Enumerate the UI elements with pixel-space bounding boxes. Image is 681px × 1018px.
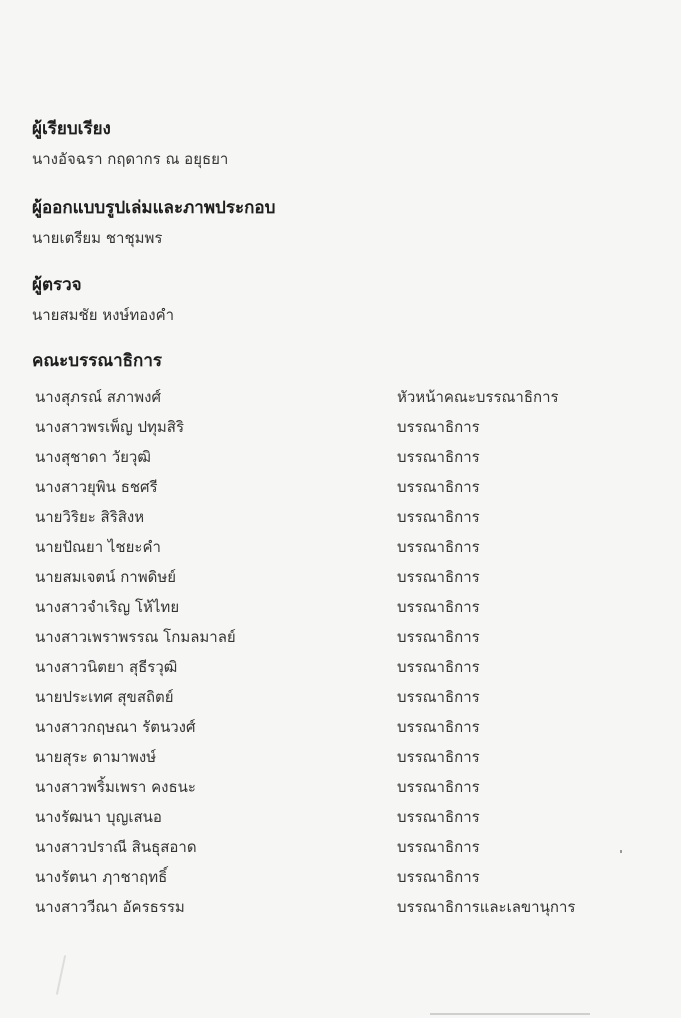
member-role: บรรณาธิการ	[397, 688, 480, 706]
member-name: นางสาวยุพิน ธชศรี	[35, 478, 158, 496]
member-role: บรรณาธิการ	[397, 538, 480, 556]
member-role: บรรณาธิการ	[397, 508, 480, 526]
designer-section	[32, 197, 275, 248]
member-row	[32, 861, 632, 891]
member-role: บรรณาธิการ	[397, 598, 480, 616]
designer-name: นายเตรียม ชาชุมพร	[32, 229, 163, 247]
member-row	[32, 681, 632, 711]
paper-scratch-mark	[56, 955, 66, 995]
member-role: บรรณาธิการ	[397, 658, 480, 676]
member-role: บรรณาธิการ	[397, 748, 480, 766]
member-row	[32, 531, 632, 561]
member-name: นางสาวนิตยา สุธีรวุฒิ	[35, 658, 178, 676]
member-name: นางสาวเพราพรรณ โกมลมาลย์	[35, 628, 236, 646]
member-role: บรรณาธิการและเลขานุการ	[397, 898, 576, 916]
member-name: นางสุภรณ์ สภาพงศ์	[35, 388, 161, 406]
paper-speck	[620, 850, 622, 853]
arranger-name: นางอัจฉรา กฤดากร ณ อยุธยา	[32, 150, 229, 168]
member-role: บรรณาธิการ	[397, 718, 480, 736]
member-name: นางสาวปราณี สินธุสอาด	[35, 838, 197, 856]
member-row	[32, 381, 632, 411]
member-role: บรรณาธิการ	[397, 628, 480, 646]
member-role: บรรณาธิการ	[397, 808, 480, 826]
member-row	[32, 441, 632, 471]
member-name: นางสาวพรเพ็ญ ปทุมสิริ	[35, 418, 185, 436]
member-row	[32, 741, 632, 771]
member-name: นางสาวกฤษณา รัตนวงศ์	[35, 718, 196, 736]
member-role: บรรณาธิการ	[397, 868, 480, 886]
member-row	[32, 621, 632, 651]
member-role: บรรณาธิการ	[397, 448, 480, 466]
member-row	[32, 801, 632, 831]
member-name: นางสาวจำเริญ โห้ไทย	[35, 598, 180, 616]
member-role: บรรณาธิการ	[397, 418, 480, 436]
designer-heading: ผู้ออกแบบรูปเล่มและภาพประกอบ	[32, 198, 276, 218]
editorial-board-heading: คณะบรรณาธิการ	[32, 351, 162, 371]
member-name: นายประเทศ สุขสถิตย์	[35, 688, 174, 706]
member-role: บรรณาธิการ	[397, 778, 480, 796]
member-row	[32, 471, 632, 501]
member-role: บรรณาธิการ	[397, 838, 480, 856]
member-name: นางสุชาดา วัยวุฒิ	[35, 448, 151, 466]
reviewer-heading: ผู้ตรวจ	[32, 275, 82, 295]
member-name: นายปัณยา ไชยะคำ	[35, 538, 161, 556]
member-role: บรรณาธิการ	[397, 568, 480, 586]
member-role: หัวหน้าคณะบรรณาธิการ	[397, 388, 559, 406]
reviewer-name: นายสมชัย หงษ์ทองคำ	[32, 306, 175, 324]
member-role: บรรณาธิการ	[397, 478, 480, 496]
member-name: นางสาวพริ้มเพรา คงธนะ	[35, 778, 196, 796]
member-name: นางรัตนา ฦาชาฤทธิ์	[35, 868, 168, 886]
member-row	[32, 711, 632, 741]
member-name: นางสาววีณา อัครธรรม	[35, 898, 185, 916]
member-row	[32, 591, 632, 621]
editorial-board-section	[32, 350, 632, 921]
member-name: นายสมเจตน์ กาพดิษย์	[35, 568, 176, 586]
member-row	[32, 891, 632, 921]
member-name: นางรัฒนา บุญเสนอ	[35, 808, 162, 826]
arranger-section	[32, 118, 228, 169]
arranger-heading: ผู้เรียบเรียง	[32, 119, 111, 139]
member-row	[32, 411, 632, 441]
paper-edge-mark	[430, 1013, 590, 1015]
member-row	[32, 501, 632, 531]
editorial-board-list	[32, 381, 632, 921]
member-row	[32, 771, 632, 801]
reviewer-section	[32, 274, 174, 325]
member-name: นายสุระ ดามาพงษ์	[35, 748, 157, 766]
member-row	[32, 561, 632, 591]
member-name: นายวิริยะ สิริสิงห	[35, 508, 145, 526]
member-row	[32, 651, 632, 681]
member-row	[32, 831, 632, 861]
